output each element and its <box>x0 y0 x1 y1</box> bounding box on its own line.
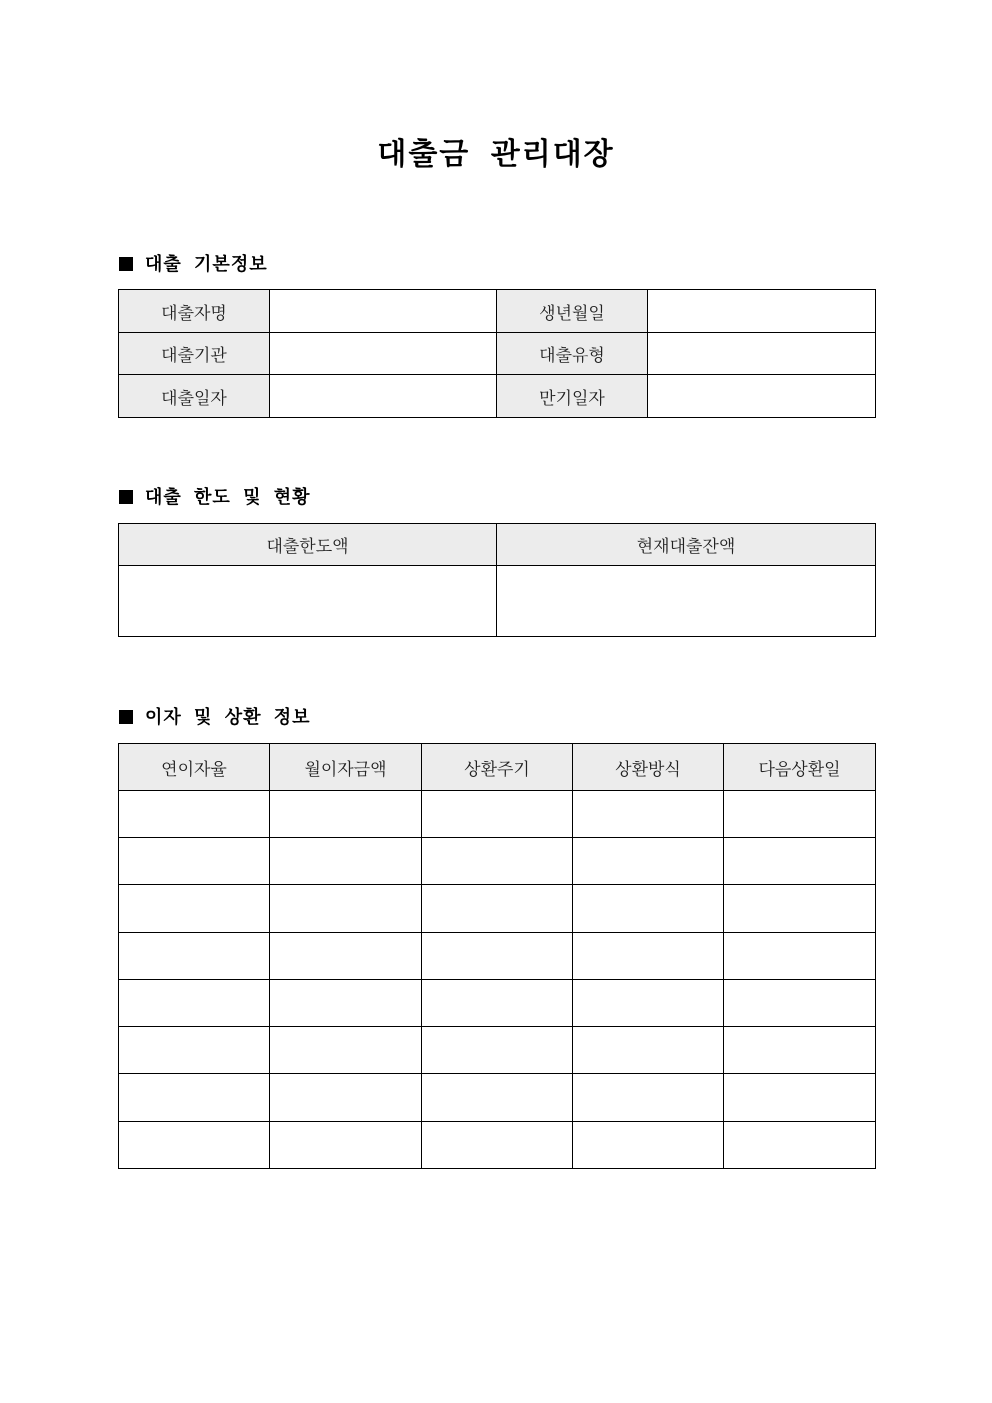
section-heading-basic-info <box>119 252 268 278</box>
section-title: 대출 한도 및 현황 <box>145 487 311 508</box>
table-row <box>119 980 876 1027</box>
table-header-row <box>119 744 876 791</box>
table-row <box>119 375 876 418</box>
table-row <box>119 838 876 885</box>
monthly-interest-cell[interactable] <box>270 885 422 933</box>
table-row <box>119 1074 876 1122</box>
monthly-interest-cell[interactable] <box>270 933 422 980</box>
loan-type-field[interactable] <box>648 333 876 375</box>
section-heading-interest-repayment <box>119 705 311 731</box>
table-row <box>119 791 876 838</box>
lender-label: 대출기관 <box>119 333 270 375</box>
repayment-cycle-cell[interactable] <box>422 933 573 980</box>
repayment-method-cell[interactable] <box>573 1122 724 1169</box>
annual-rate-cell[interactable] <box>119 885 270 933</box>
square-bullet-icon <box>119 490 133 504</box>
loan-limit-header: 대출한도액 <box>119 524 497 566</box>
monthly-interest-cell[interactable] <box>270 791 422 838</box>
repayment-method-header: 상환방식 <box>573 744 724 791</box>
repayment-cycle-cell[interactable] <box>422 791 573 838</box>
next-repayment-date-cell[interactable] <box>724 1027 876 1074</box>
repayment-cycle-cell[interactable] <box>422 838 573 885</box>
next-repayment-date-cell[interactable] <box>724 1074 876 1122</box>
table-row <box>119 290 876 333</box>
annual-rate-cell[interactable] <box>119 933 270 980</box>
repayment-method-cell[interactable] <box>573 885 724 933</box>
repayment-method-cell[interactable] <box>573 1074 724 1122</box>
monthly-interest-header: 월이자금액 <box>270 744 422 791</box>
section-title: 대출 기본정보 <box>145 254 268 275</box>
square-bullet-icon <box>119 710 133 724</box>
repayment-cycle-cell[interactable] <box>422 1122 573 1169</box>
table-row <box>119 885 876 933</box>
repayment-method-cell[interactable] <box>573 1027 724 1074</box>
section-heading-limit-status <box>119 485 311 511</box>
birth-date-field[interactable] <box>648 290 876 333</box>
repayment-method-cell[interactable] <box>573 980 724 1027</box>
repayment-method-cell[interactable] <box>573 838 724 885</box>
repayment-cycle-cell[interactable] <box>422 1074 573 1122</box>
next-repayment-date-cell[interactable] <box>724 933 876 980</box>
next-repayment-date-cell[interactable] <box>724 980 876 1027</box>
birth-date-label: 생년월일 <box>497 290 648 333</box>
annual-rate-cell[interactable] <box>119 1074 270 1122</box>
loan-limit-field[interactable] <box>119 566 497 637</box>
page-title: 대출금 관리대장 <box>377 137 615 172</box>
monthly-interest-cell[interactable] <box>270 1027 422 1074</box>
table-row <box>119 1122 876 1169</box>
interest-repayment-table <box>118 743 876 1169</box>
annual-rate-cell[interactable] <box>119 1027 270 1074</box>
table-header-row <box>119 524 876 566</box>
next-repayment-date-cell[interactable] <box>724 838 876 885</box>
table-row <box>119 566 876 637</box>
loan-type-label: 대출유형 <box>497 333 648 375</box>
repayment-cycle-header: 상환주기 <box>422 744 573 791</box>
repayment-cycle-cell[interactable] <box>422 1027 573 1074</box>
repayment-cycle-cell[interactable] <box>422 980 573 1027</box>
monthly-interest-cell[interactable] <box>270 980 422 1027</box>
limit-status-table <box>118 523 876 637</box>
lender-field[interactable] <box>270 333 497 375</box>
current-balance-field[interactable] <box>497 566 876 637</box>
annual-rate-header: 연이자율 <box>119 744 270 791</box>
annual-rate-cell[interactable] <box>119 838 270 885</box>
loan-date-label: 대출일자 <box>119 375 270 418</box>
monthly-interest-cell[interactable] <box>270 1074 422 1122</box>
table-row <box>119 333 876 375</box>
next-repayment-date-header: 다음상환일 <box>724 744 876 791</box>
monthly-interest-cell[interactable] <box>270 838 422 885</box>
table-row <box>119 933 876 980</box>
annual-rate-cell[interactable] <box>119 980 270 1027</box>
annual-rate-cell[interactable] <box>119 791 270 838</box>
borrower-name-field[interactable] <box>270 290 497 333</box>
maturity-date-label: 만기일자 <box>497 375 648 418</box>
borrower-name-label: 대출자명 <box>119 290 270 333</box>
current-balance-header: 현재대출잔액 <box>497 524 876 566</box>
next-repayment-date-cell[interactable] <box>724 1122 876 1169</box>
square-bullet-icon <box>119 257 133 271</box>
monthly-interest-cell[interactable] <box>270 1122 422 1169</box>
section-title: 이자 및 상환 정보 <box>145 707 311 728</box>
annual-rate-cell[interactable] <box>119 1122 270 1169</box>
repayment-method-cell[interactable] <box>573 933 724 980</box>
loan-date-field[interactable] <box>270 375 497 418</box>
next-repayment-date-cell[interactable] <box>724 885 876 933</box>
maturity-date-field[interactable] <box>648 375 876 418</box>
repayment-method-cell[interactable] <box>573 791 724 838</box>
basic-info-table <box>118 289 876 418</box>
table-row <box>119 1027 876 1074</box>
repayment-cycle-cell[interactable] <box>422 885 573 933</box>
next-repayment-date-cell[interactable] <box>724 791 876 838</box>
